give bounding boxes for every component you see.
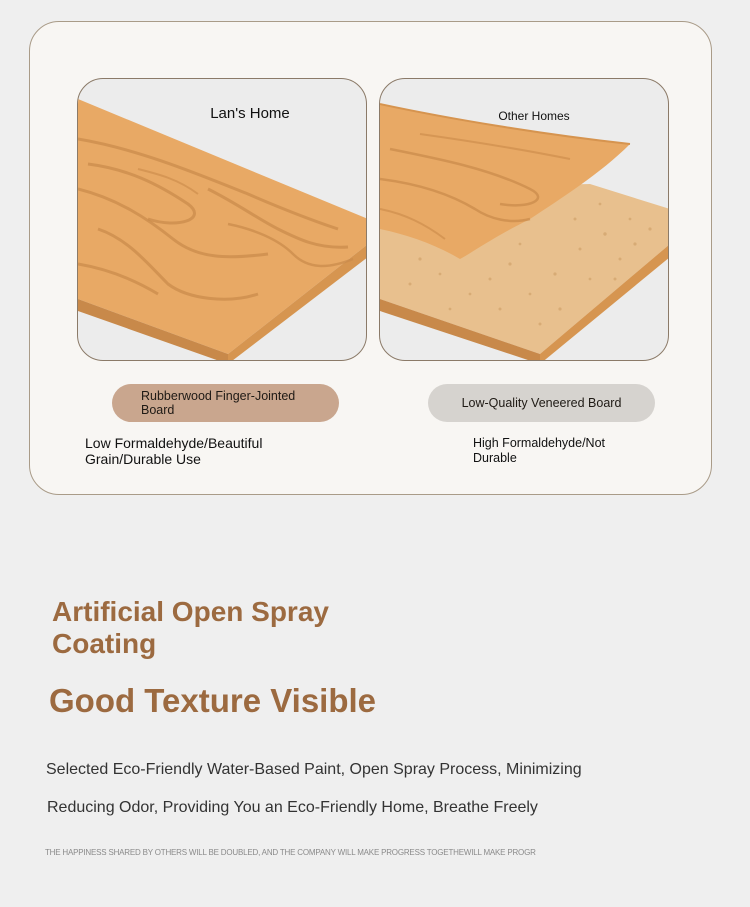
footer-slogan: THE HAPPINESS SHARED BY OTHERS WILL BE DOUBLED, AND THE COMPANY WILL MAKE PROGRESS TOGETHEWILL MAKE PROGR	[45, 848, 536, 857]
rubberwood-badge: Rubberwood Finger-Jointed Board	[112, 384, 339, 422]
panel-title: Lan's Home	[210, 105, 290, 122]
feature-heading: Artificial Open Spray Coating	[52, 596, 329, 659]
comparison-card	[29, 21, 712, 495]
other-homes-description: High Formaldehyde/Not Durable	[473, 436, 606, 465]
feature-subheading: Good Texture Visible	[49, 682, 377, 719]
other-homes-panel	[379, 78, 669, 361]
panel-title: Other Homes	[498, 109, 570, 123]
feature-description-line-1: Selected Eco-Friendly Water-Based Paint, Open Spray Process, Minimizing	[46, 761, 582, 778]
lans-home-description: Low Formaldehyde/Beautiful Grain/Durable Use	[85, 435, 263, 467]
lans-home-panel	[77, 78, 367, 361]
veneered-board-badge: Low-Quality Veneered Board	[428, 384, 655, 422]
feature-description-line-2: Reducing Odor, Providing You an Eco-Friendly Home, Breathe Freely	[47, 799, 538, 816]
